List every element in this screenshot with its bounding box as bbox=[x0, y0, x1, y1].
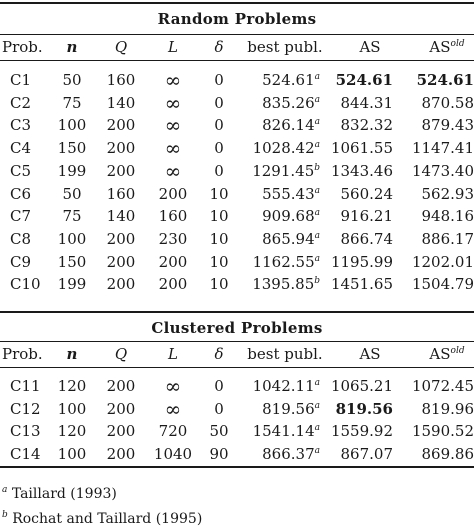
row-best-publ-ref: a bbox=[314, 140, 320, 151]
row-best-publ-ref: a bbox=[314, 230, 320, 241]
row-q: 160 bbox=[106, 184, 136, 203]
row-best-publ: 1541.14$^a$ bbox=[252, 422, 320, 440]
header-n: n bbox=[66, 38, 78, 56]
header-prob: Prob. bbox=[2, 38, 43, 56]
row-best-publ: 1395.85$^b$ bbox=[252, 275, 320, 294]
row-as: 1559.92 bbox=[330, 422, 393, 440]
row-best-publ-ref: a bbox=[314, 445, 320, 456]
row-best-publ-ref: a bbox=[314, 185, 320, 196]
row-prob: C8 bbox=[10, 229, 32, 248]
row-best-publ-ref: a bbox=[314, 72, 320, 82]
row-best-publ-ref: a bbox=[314, 400, 320, 411]
header-as-old: $AS^{old}$ bbox=[429, 345, 465, 363]
row-as: 832.32 bbox=[340, 116, 393, 135]
row-best-publ: 555.43$^a$ bbox=[262, 184, 320, 203]
row-prob: C10 bbox=[10, 275, 41, 294]
header-q: Q bbox=[114, 345, 128, 363]
row-prob: C9 bbox=[10, 252, 32, 271]
row-prob: C2 bbox=[10, 93, 32, 112]
header-n: n bbox=[66, 345, 78, 363]
row-n: 100 bbox=[57, 444, 87, 463]
header-best-publ: best publ. bbox=[247, 38, 323, 56]
row-best-publ: 835.26$^a$ bbox=[262, 93, 320, 112]
row-n: 50 bbox=[62, 184, 82, 203]
row-delta: 10 bbox=[209, 229, 229, 248]
row-n: 100 bbox=[57, 399, 87, 418]
section-header-rule bbox=[0, 60, 474, 61]
header-q: Q bbox=[114, 38, 128, 56]
row-as-old: 886.17 bbox=[421, 229, 474, 248]
row-best-publ-ref: a bbox=[314, 208, 320, 219]
row-delta: 0 bbox=[214, 71, 224, 89]
row-l: ∞ bbox=[164, 374, 182, 398]
row-best-publ: 1162.55$^a$ bbox=[252, 252, 320, 271]
row-q: 200 bbox=[106, 399, 136, 418]
row-l: ∞ bbox=[164, 90, 182, 115]
row-delta: 10 bbox=[209, 184, 229, 203]
row-q: 200 bbox=[106, 252, 136, 271]
row-best-publ-ref: b bbox=[314, 162, 320, 173]
row-prob: C1 bbox=[10, 71, 32, 89]
row-prob: C12 bbox=[10, 399, 41, 418]
row-as: 866.74 bbox=[340, 229, 393, 248]
row-as-old: 1072.45 bbox=[411, 377, 474, 395]
section-title: Random Problems bbox=[157, 10, 317, 28]
row-prob: C14 bbox=[10, 444, 41, 463]
row-q: 200 bbox=[106, 422, 136, 440]
row-best-publ: 524.61$^a$ bbox=[262, 71, 320, 89]
section-top-rule bbox=[0, 311, 474, 313]
row-as-old: 948.16 bbox=[421, 207, 474, 226]
row-q: 140 bbox=[106, 207, 136, 226]
footnote bbox=[2, 509, 202, 529]
row-prob: C6 bbox=[10, 184, 32, 203]
header-l: L bbox=[168, 345, 178, 363]
row-best-publ: 865.94$^a$ bbox=[262, 229, 320, 248]
header-prob: Prob. bbox=[2, 345, 43, 363]
row-as-old: 1590.52 bbox=[411, 422, 474, 440]
header-as-old-superscript: old bbox=[450, 346, 465, 356]
row-delta: 10 bbox=[209, 207, 229, 226]
header-delta: δ bbox=[214, 38, 224, 56]
row-l: ∞ bbox=[164, 113, 182, 138]
footnote bbox=[2, 484, 117, 504]
row-prob: C4 bbox=[10, 139, 32, 158]
row-delta: 0 bbox=[214, 93, 224, 112]
row-delta: 10 bbox=[209, 275, 229, 294]
row-l: 160 bbox=[158, 207, 188, 226]
row-as-old: 870.58 bbox=[421, 93, 474, 112]
row-q: 200 bbox=[106, 139, 136, 158]
footnote-text: Taillard (1993) bbox=[7, 486, 117, 502]
row-as-old: 1473.40 bbox=[411, 161, 474, 180]
row-prob: C3 bbox=[10, 116, 32, 135]
row-as: 1343.46 bbox=[330, 161, 393, 180]
row-l: ∞ bbox=[164, 68, 182, 92]
row-as-old: 869.86 bbox=[421, 444, 474, 463]
row-n: 199 bbox=[57, 275, 87, 294]
header-as-old-superscript: old bbox=[450, 39, 465, 49]
row-delta: 0 bbox=[214, 161, 224, 180]
row-l: 1040 bbox=[153, 444, 193, 463]
row-best-publ-ref: a bbox=[314, 423, 320, 433]
row-best-publ: 1291.45$^b$ bbox=[252, 161, 320, 180]
row-q: 200 bbox=[106, 444, 136, 463]
row-l: ∞ bbox=[164, 396, 182, 421]
header-best-publ: best publ. bbox=[247, 345, 323, 363]
row-delta: 0 bbox=[214, 399, 224, 418]
header-l: L bbox=[168, 38, 178, 56]
row-best-publ-ref: b bbox=[314, 276, 320, 287]
row-best-publ: 1028.42$^a$ bbox=[252, 139, 320, 158]
row-l: ∞ bbox=[164, 136, 182, 161]
row-q: 200 bbox=[106, 377, 136, 395]
footnote-mark: a bbox=[2, 485, 8, 495]
row-as: 560.24 bbox=[340, 184, 393, 203]
row-delta: 50 bbox=[209, 422, 229, 440]
row-best-publ-ref: a bbox=[314, 94, 320, 105]
header-as-old: $AS^{old}$ bbox=[429, 38, 465, 56]
row-as-old: 524.61 bbox=[416, 71, 474, 89]
row-l: 200 bbox=[158, 184, 188, 203]
row-as: 1451.65 bbox=[330, 275, 393, 294]
row-q: 200 bbox=[106, 116, 136, 135]
row-delta: 0 bbox=[214, 116, 224, 135]
row-n: 75 bbox=[62, 207, 82, 226]
table-bottom-rule bbox=[0, 466, 474, 468]
row-best-publ-ref: a bbox=[314, 117, 320, 128]
row-best-publ: 866.37$^a$ bbox=[262, 444, 320, 463]
row-as: 844.31 bbox=[340, 93, 393, 112]
row-best-publ: 826.14$^a$ bbox=[262, 116, 320, 135]
row-as: 819.56 bbox=[335, 399, 393, 418]
section-title-rule bbox=[0, 34, 474, 35]
row-prob: C13 bbox=[10, 422, 41, 440]
section-title: Clustered Problems bbox=[151, 319, 323, 337]
row-best-publ: 1042.11$^a$ bbox=[252, 377, 320, 395]
row-best-publ-ref: a bbox=[314, 378, 320, 388]
row-as: 916.21 bbox=[340, 207, 393, 226]
row-q: 200 bbox=[106, 275, 136, 294]
row-as-old: 879.43 bbox=[421, 116, 474, 135]
section-header-rule bbox=[0, 367, 474, 368]
footnote-text: Rochat and Taillard (1995) bbox=[7, 511, 203, 527]
row-n: 199 bbox=[57, 161, 87, 180]
header-delta: δ bbox=[214, 345, 224, 363]
row-q: 200 bbox=[106, 229, 136, 248]
row-n: 75 bbox=[62, 93, 82, 112]
row-as: 524.61 bbox=[335, 71, 393, 89]
row-as-old: 562.93 bbox=[421, 184, 474, 203]
row-n: 50 bbox=[62, 71, 82, 89]
header-as: AS bbox=[359, 345, 381, 363]
row-best-publ-ref: a bbox=[314, 253, 320, 264]
row-as: 1195.99 bbox=[330, 252, 393, 271]
section-top-rule bbox=[0, 2, 474, 4]
row-n: 100 bbox=[57, 116, 87, 135]
row-q: 200 bbox=[106, 161, 136, 180]
row-as-old: 1504.79 bbox=[411, 275, 474, 294]
row-as-old: 819.96 bbox=[421, 399, 474, 418]
row-as: 1061.55 bbox=[330, 139, 393, 158]
row-delta: 90 bbox=[209, 444, 229, 463]
row-l: 720 bbox=[158, 422, 188, 440]
row-best-publ: 909.68$^a$ bbox=[262, 207, 320, 226]
row-as-old: 1147.41 bbox=[411, 139, 474, 158]
section-title-rule bbox=[0, 341, 474, 342]
row-delta: 0 bbox=[214, 377, 224, 395]
row-l: 200 bbox=[158, 275, 188, 294]
row-n: 100 bbox=[57, 229, 87, 248]
row-l: ∞ bbox=[164, 158, 182, 183]
row-n: 120 bbox=[57, 422, 87, 440]
row-as: 867.07 bbox=[340, 444, 393, 463]
row-delta: 0 bbox=[214, 139, 224, 158]
row-prob: C11 bbox=[10, 377, 41, 395]
row-l: 200 bbox=[158, 252, 188, 271]
row-as: 1065.21 bbox=[330, 377, 393, 395]
row-n: 120 bbox=[57, 377, 87, 395]
row-prob: C7 bbox=[10, 207, 32, 226]
row-n: 150 bbox=[57, 252, 87, 271]
row-q: 140 bbox=[106, 93, 136, 112]
row-delta: 10 bbox=[209, 252, 229, 271]
row-q: 160 bbox=[106, 71, 136, 89]
row-n: 150 bbox=[57, 139, 87, 158]
row-best-publ: 819.56$^a$ bbox=[262, 399, 320, 418]
row-as-old: 1202.01 bbox=[411, 252, 474, 271]
header-as: AS bbox=[359, 38, 381, 56]
row-l: 230 bbox=[158, 229, 188, 248]
footnote-mark: b bbox=[2, 510, 8, 520]
row-prob: C5 bbox=[10, 161, 32, 180]
